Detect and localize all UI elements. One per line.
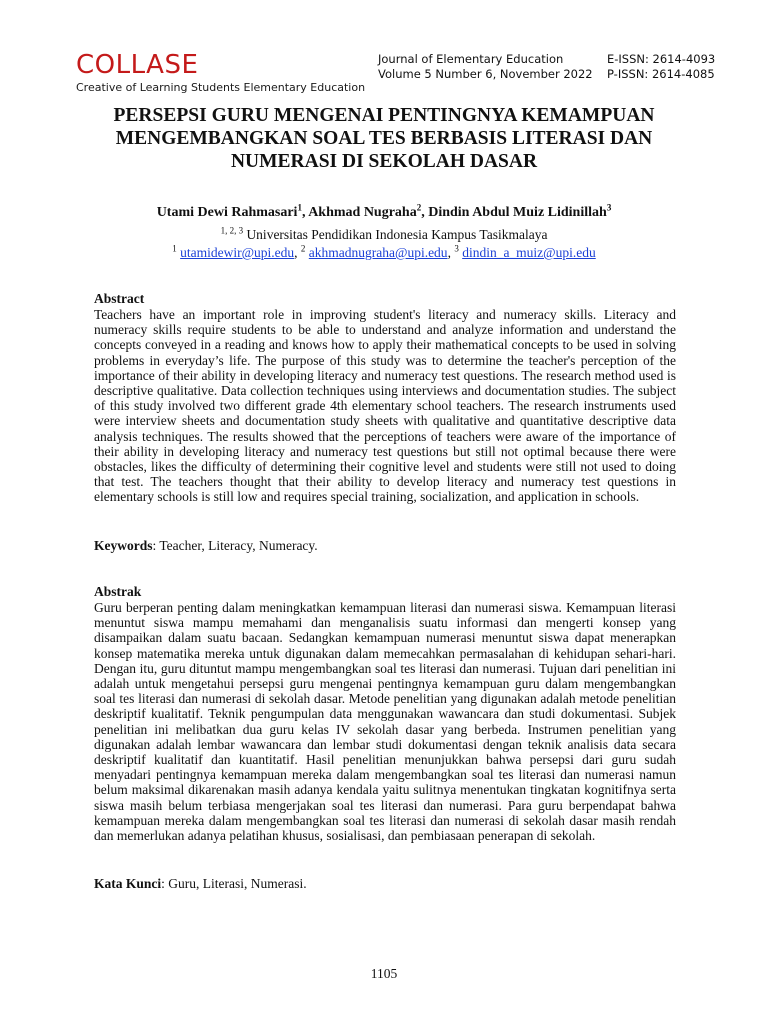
author-superscript: 1 xyxy=(297,202,302,213)
author-separator: , xyxy=(421,205,429,220)
author-list xyxy=(60,202,708,221)
author-superscript: 2 xyxy=(416,202,422,213)
pissn: P-ISSN: 2614-4085 xyxy=(607,67,715,81)
journal-volume: Volume 5 Number 6, November 2022 xyxy=(378,67,593,81)
paper-title xyxy=(60,104,708,173)
email-separator: , xyxy=(447,245,455,260)
title-line: NUMERASI DI SEKOLAH DASAR xyxy=(230,151,538,172)
journal-header xyxy=(0,0,768,100)
kata-kunci-label: Kata Kunci xyxy=(94,876,162,891)
author-superscript: 3 xyxy=(606,202,612,213)
title-line: MENGEMBANGKAN SOAL TES BERBASIS LITERASI DAN xyxy=(115,128,653,149)
email-link[interactable]: akhmadnugraha@upi.edu xyxy=(308,245,448,260)
abstract-body: Teachers have an important role in improving student's literacy and numeracy skills. Literacy and numeracy skills require students to be able to understand and analyze information and understand the concepts conveyed in a reading and knows how to apply their mathematical concepts to be used in solving problems in everyday’s life. The purpose of this study was to determine the teacher's perception of the importance of their ability in developing literacy and numeracy test questions. The research method used is descriptive qualitative. Data collection techniques using interviews and documentation studies. The subject of this study involved two different grade 4th elementary school teachers. The research instruments used were interview sheets and documentation study sheets with qualitative and quantitative descriptive data analysis techniques. The results showed that the perceptions of teachers were aware of the importance of their ability in developing literacy and numeracy test questions but still not optimal because there were obstacles, likes the difficulty of determining their cognitive level and students were still not used to doing that test. The teachers thought that their ability to develop literacy and numeracy test questions in elementary schools is still low and requires special training, socialization, and application in schools. xyxy=(94,307,676,505)
abstract-heading: Abstract xyxy=(94,291,145,306)
email-link[interactable]: utamidewir@upi.edu xyxy=(180,245,295,260)
affiliation xyxy=(60,227,708,243)
email-link[interactable]: dindin_a_muiz@upi.edu xyxy=(462,245,596,260)
author-name: Dindin Abdul Muiz Lidinillah xyxy=(428,205,607,220)
email-superscript: 3 xyxy=(454,243,459,254)
kata-kunci-text: : Guru, Literasi, Numerasi. xyxy=(161,876,307,891)
email-superscript: 2 xyxy=(300,243,306,254)
author-separator: , xyxy=(301,205,309,220)
author-name: Akhmad Nugraha xyxy=(308,205,417,220)
issn-info xyxy=(607,52,715,82)
affiliation-text: Universitas Pendidikan Indonesia Kampus Tasikmalaya xyxy=(246,227,548,242)
email-list xyxy=(60,245,708,261)
page-number: 1105 xyxy=(370,966,398,981)
journal-logo: COLLASE xyxy=(76,50,199,80)
keywords-text: : Teacher, Literacy, Numeracy. xyxy=(152,538,318,553)
email-superscript: 1 xyxy=(172,243,177,254)
kata-kunci xyxy=(94,876,307,892)
keywords-label: Keywords xyxy=(94,538,153,553)
keywords xyxy=(94,538,318,554)
journal-info xyxy=(378,52,593,82)
journal-logo-subtitle: Creative of Learning Students Elementary Education xyxy=(76,81,366,94)
journal-name: Journal of Elementary Education xyxy=(378,52,564,66)
affiliation-superscript: 1, 2, 3 xyxy=(220,225,244,236)
title-line: PERSEPSI GURU MENGENAI PENTINGNYA KEMAMPUAN xyxy=(113,105,655,126)
abstrak-heading: Abstrak xyxy=(94,584,142,599)
eissn: E-ISSN: 2614-4093 xyxy=(607,52,716,66)
email-separator: , xyxy=(294,245,301,260)
abstrak-body: Guru berperan penting dalam meningkatkan kemampuan literasi dan numerasi siswa. Kemampuan literasi menuntut siswa mampu memahami dan menganalisis suatu informasi dan mengerti konsep yang disampaikan dalam suatu bacaan. Sedangkan kemampuan numerasi menuntut siswa dapat menerapkan konsep matematika mereka untuk digunakan dalam memecahkan permasalahan di kehidupan sehari-hari. Dengan itu, guru dituntut mampu mengembangkan soal tes literasi dan numerasi. Tujuan dari penelitian ini adalah untuk mengetahui persepsi guru mengenai pentingnya kemampuan guru dalam mengembangkan soal tes literasi dan numerasi di sekolah dasar. Metode penelitian yang digunakan adalah metode penelitian deskriptif kualitatif. Teknik pengumpulan data menggunakan wawancara dan studi dokumentasi. Subjek penelitian ini melibatkan dua guru kelas IV sekolah dasar yang berbeda. Instrumen penelitian yang digunakan adalah lembar wawancara dan lembar studi dokumentasi dengan teknik analisis data secara deskriptif kualitatif dan kuantitatif. Hasil penelitian menunjukkan bahwa persepsi dari guru sudah menyadari pentingnya kemampuan mereka dalam mengembangkan soal tes literasi dan numerasi namun belum maksimal dikarenakan masih adanya kendala yaitu sulitnya menentukan tingkatan kognitifnya serta siswa masih belum terbiasa mengerjakan soal tes literasi dan numerasi. Para guru berpendapat bahwa kemampuan mereka dalam mengembangkan soal tes literasi dan numerasi di sekolah dasar masih rendah dan memerlukan adanya pelatihan khusus, sosialisasi, dan pembiasaan penerapan di sekolah. xyxy=(94,600,676,844)
author-name: Utami Dewi Rahmasari xyxy=(156,205,298,220)
